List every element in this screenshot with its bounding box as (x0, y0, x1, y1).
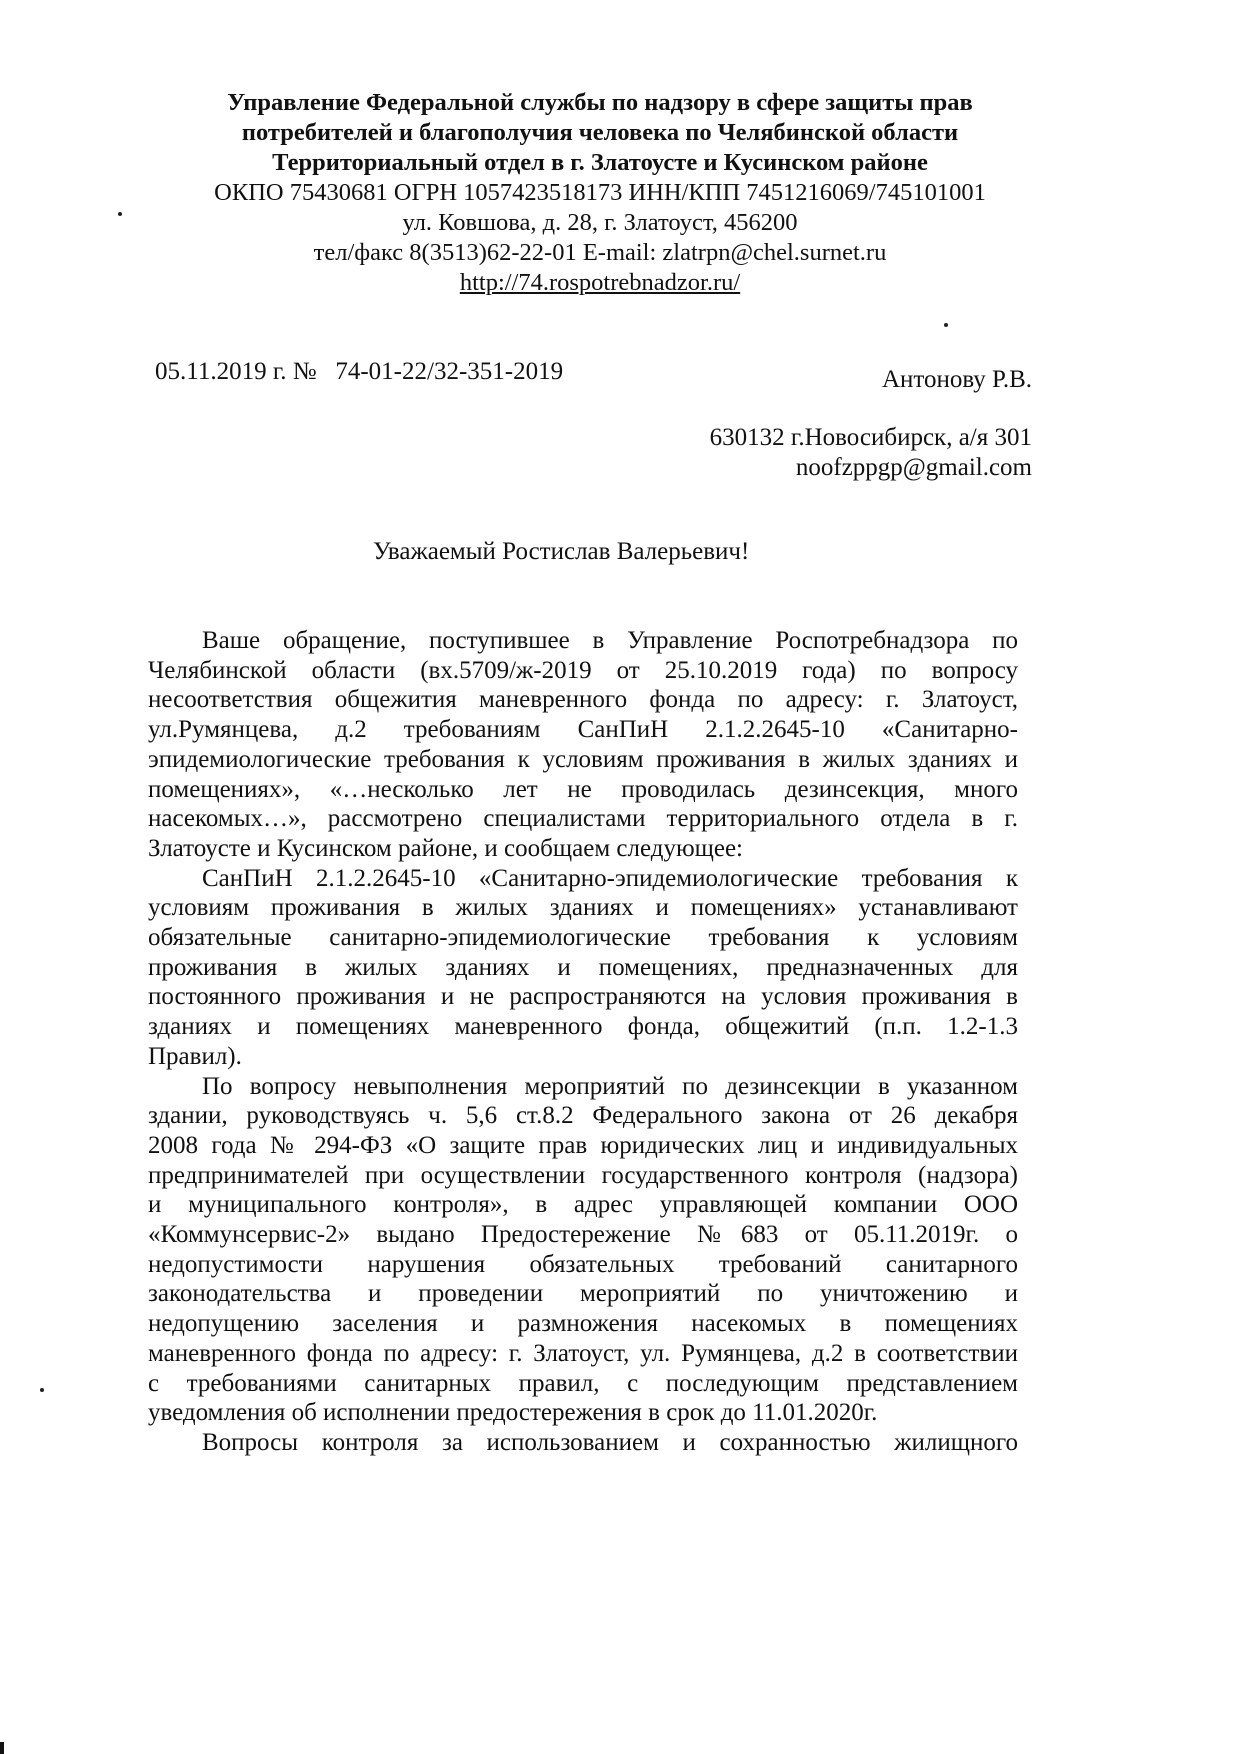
recipient-name: Антонову Р.В. (881, 366, 1032, 393)
org-department: Территориальный отдел в г. Златоусте и Кусинском районе (272, 149, 928, 176)
org-name-line: потребителей и благополучия человека по Челябинской области (241, 119, 959, 146)
paragraph (148, 1428, 1018, 1458)
salutation: Уважаемый Ростислав Валерьевич! (373, 538, 750, 565)
recipient-address: 630132 г.Новосибирск, а/я 301 (709, 424, 1032, 451)
paragraph-line: Правил). (148, 1042, 242, 1070)
paragraph-line: с требованиями санитарных правил, с последующим представлением (148, 1369, 1018, 1397)
paragraph-line: недопустимости нарушения обязательных требований санитарного (148, 1250, 1018, 1278)
reference-number: 74-01-22/32-351-2019 (335, 358, 564, 385)
scan-speck (944, 323, 948, 327)
paragraph-line: «Коммунсервис-2» выдано Предостережение №683 от 05.11.2019г. о (148, 1221, 1018, 1249)
org-address: ул. Ковшова, д. 28, г. Златоуст, 456200 (402, 209, 798, 236)
paragraph-line: недопущению заселения и размножения насекомых в помещениях (148, 1310, 1018, 1338)
paragraph (148, 626, 1018, 864)
paragraph-line: 2008 года № 294-ФЗ «О защите прав юридических лиц и индивидуальных (148, 1131, 1018, 1159)
paragraph-line: здании, руководствуясь ч. 5,6 ст.8.2 Федерального закона от 26 декабря (148, 1102, 1018, 1130)
org-name-line: Управление Федеральной службы по надзору в сфере защиты прав (227, 89, 973, 116)
paragraph-line: СанПиН 2.1.2.2645-10 «Санитарно-эпидемиологические требования к (202, 864, 1018, 892)
scan-edge-mark (0, 1742, 4, 1754)
paragraph-line: Златоусте и Кусинском районе, и сообщаем следующее: (148, 834, 744, 862)
reference-date: 05.11.2019 г. № (155, 358, 317, 385)
paragraph (148, 864, 1018, 1072)
org-contacts: тел/факс 8(3513)62-22-01 E-mail: zlatrpn@chel.surnet.ru (313, 239, 887, 266)
paragraph-line: По вопросу невыполнения мероприятий по дезинсекции в указанном (202, 1072, 1018, 1100)
letter-body (148, 626, 1018, 1458)
paragraph-line: Челябинской области (вх.5709/ж-2019 от 25.10.2019 года) по вопросу (148, 656, 1018, 684)
paragraph-line: насекомых…», рассмотрено специалистами территориального отдела в г. (148, 805, 1018, 833)
paragraph-line: помещениях», «…несколько лет не проводилась дезинсекция, много (148, 775, 1018, 803)
org-codes: ОКПО 75430681 ОГРН 1057423518173 ИНН/КПП 7451216069/745101001 (214, 179, 986, 206)
paragraph-line: предпринимателей при осуществлении государственного контроля (надзора) (148, 1161, 1018, 1189)
scan-speck (118, 212, 122, 216)
paragraph-line: условиям проживания в жилых зданиях и помещениях» устанавливают (148, 894, 1018, 922)
paragraph-line: и муниципального контроля», в адрес управляющей компании ООО (148, 1191, 1018, 1219)
reference-line (155, 358, 563, 386)
paragraph-line: постоянного проживания и не распространяются на условия проживания в (148, 983, 1018, 1011)
paragraph-line: ул.Румянцева, д.2 требованиям СанПиН 2.1.2.2645-10 «Санитарно- (148, 716, 1018, 744)
paragraph-line: маневренного фонда по адресу: г. Златоуст, ул. Румянцева, д.2 в соответствии (148, 1339, 1018, 1367)
letterhead (150, 88, 1050, 298)
paragraph (148, 1072, 1018, 1428)
paragraph-line: зданиях и помещениях маневренного фонда, общежитий (п.п. 1.2-1.3 (148, 1013, 1018, 1041)
org-website-link[interactable]: http://74.rospotrebnadzor.ru/ (459, 269, 741, 296)
paragraph-line: Вопросы контроля за использованием и сохранностью жилищного (202, 1428, 1018, 1456)
scan-speck (40, 1388, 44, 1392)
paragraph-line: уведомления об исполнении предостережения в срок до 11.01.2020г. (148, 1399, 878, 1427)
paragraph-line: обязательные санитарно-эпидемиологические требования к условиям (148, 924, 1018, 952)
recipient-email: noofzppgp@gmail.com (795, 454, 1032, 481)
paragraph-line: законодательства и проведении мероприятий по уничтожению и (148, 1280, 1018, 1308)
paragraph-line: проживания в жилых зданиях и помещениях, предназначенных для (148, 953, 1018, 981)
paragraph-line: эпидемиологические требования к условиям проживания в жилых зданиях и (148, 745, 1018, 773)
paragraph-line: несоответствия общежития маневренного фонда по адресу: г. Златоуст, (148, 686, 1018, 714)
paragraph-line: Ваше обращение, поступившее в Управление Роспотребнадзора по (202, 627, 1018, 654)
